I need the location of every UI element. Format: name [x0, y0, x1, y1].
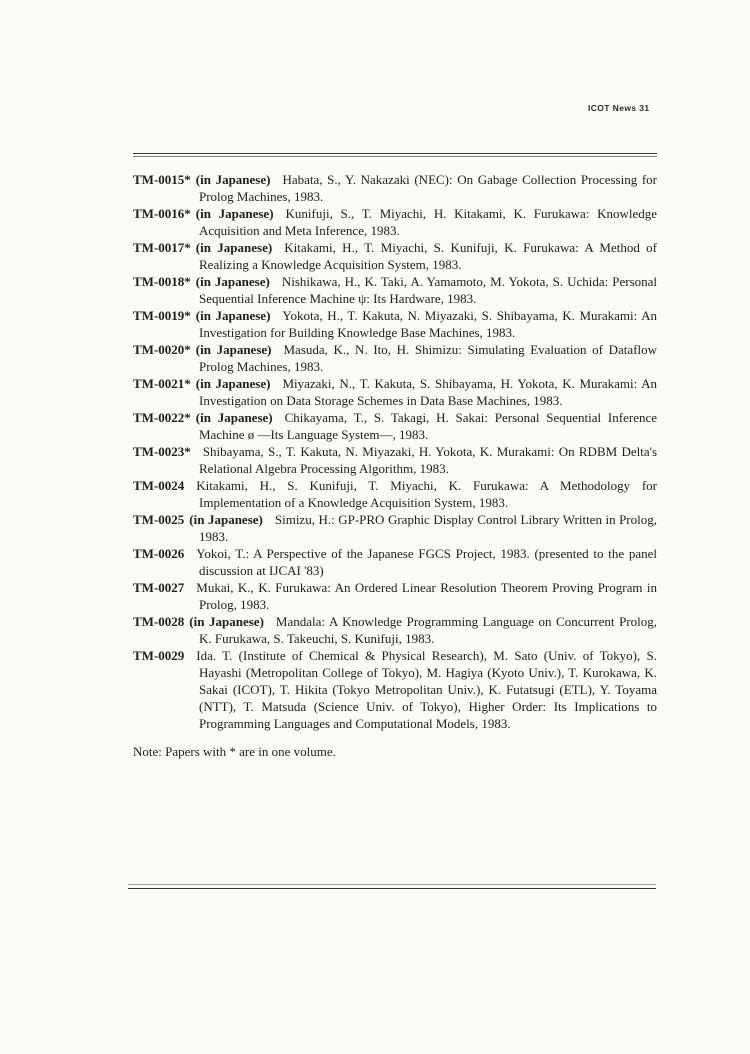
memo-description: Mukai, K., K. Furukawa: An Ordered Linear Resolution Theorem Proving Program in Prolog, 1983.: [196, 580, 657, 612]
memo-id: TM-0025: [133, 512, 185, 527]
memo-description: Shibayama, S., T. Kakuta, N. Miyazaki, H. Yokota, K. Murakami: On RDBM Delta's Relational Algebra Processing Algorithm, 1983.: [199, 444, 657, 476]
memo-entry: [133, 375, 657, 409]
memo-description: Miyazaki, N., T. Kakuta, S. Shibayama, H. Yokota, K. Murakami: An Investigation on Data Storage Schemes in Data Base Machines, 1983.: [199, 376, 657, 408]
memo-description: Simizu, H.: GP-PRO Graphic Display Control Library Written in Prolog, 1983.: [199, 512, 657, 544]
bottom-divider: [128, 884, 656, 889]
memo-language-tag: (in Japanese): [189, 614, 264, 629]
memo-id: TM-0029: [133, 648, 185, 663]
memo-id: TM-0017*: [133, 240, 191, 255]
memo-description: Kunifuji, S., T. Miyachi, H. Kitakami, K. Furukawa: Knowledge Acquisition and Meta Inference, 1983.: [199, 206, 658, 238]
memo-description: Chikayama, T., S. Takagi, H. Sakai: Personal Sequential Inference Machine ø —Its Language System—, 1983.: [199, 410, 657, 442]
memo-id: TM-0022*: [133, 410, 191, 425]
memo-id: TM-0026: [133, 546, 185, 561]
memo-description: Kitakami, H., S. Kunifuji, T. Miyachi, K. Furukawa: A Methodology for Implementation of a Knowledge Acquisition System, 1983.: [196, 478, 657, 510]
content-area: [133, 171, 657, 760]
memo-description: Yokota, H., T. Kakuta, N. Miyazaki, S. Shibayama, K. Murakami: An Investigation for Building Knowledge Base Machines, 1983.: [199, 308, 657, 340]
memo-id: TM-0027: [133, 580, 185, 595]
memo-description: Yokoi, T.: A Perspective of the Japanese FGCS Project, 1983. (presented to the panel discussion at IJCAI '83): [196, 546, 657, 578]
memo-entry: [133, 239, 657, 273]
memo-language-tag: (in Japanese): [195, 342, 272, 357]
footnote: Note: Papers with * are in one volume.: [133, 744, 336, 759]
memo-description: Mandala: A Knowledge Programming Language on Concurrent Prolog, K. Furukawa, S. Takeuchi, S. Kunifuji, 1983.: [199, 614, 658, 646]
memo-language-tag: (in Japanese): [195, 376, 271, 391]
memo-language-tag: (in Japanese): [195, 308, 271, 323]
memo-entry: [133, 307, 657, 341]
page-header: ICOT News 31: [588, 103, 650, 113]
memo-language-tag: (in Japanese): [195, 410, 273, 425]
memo-id: TM-0023*: [133, 444, 191, 459]
memo-entry: [133, 511, 657, 545]
memo-entry: [133, 273, 657, 307]
memo-entry: [133, 205, 657, 239]
memo-entry: [133, 545, 657, 579]
memo-id: TM-0024: [133, 478, 185, 493]
memo-description: Habata, S., Y. Nakazaki (NEC): On Gabage Collection Processing for Prolog Machines, 1983.: [199, 172, 658, 204]
memo-entry: [133, 477, 657, 511]
memo-id: TM-0028: [133, 614, 185, 629]
memo-list: [133, 171, 657, 732]
memo-language-tag: (in Japanese): [195, 206, 274, 221]
memo-language-tag: (in Japanese): [195, 240, 273, 255]
top-divider: [133, 153, 657, 157]
memo-entry: [133, 613, 657, 647]
memo-language-tag: (in Japanese): [189, 512, 263, 527]
memo-language-tag: (in Japanese): [195, 172, 271, 187]
memo-language-tag: (in Japanese): [195, 274, 270, 289]
memo-entry: [133, 579, 657, 613]
memo-description: Masuda, K., N. Ito, H. Shimizu: Simulating Evaluation of Dataflow Prolog Machines, 1983.: [199, 342, 657, 374]
memo-description: Kitakami, H., T. Miyachi, S. Kunifuji, K. Furukawa: A Method of Realizing a Knowledge Acquisition System, 1983.: [199, 240, 658, 272]
memo-id: TM-0020*: [133, 342, 191, 357]
memo-id: TM-0018*: [133, 274, 191, 289]
memo-entry: [133, 409, 657, 443]
memo-entry: [133, 443, 657, 477]
memo-id: TM-0019*: [133, 308, 191, 323]
memo-description: Nishikawa, H., K. Taki, A. Yamamoto, M. Yokota, S. Uchida: Personal Sequential Inference Machine ψ: Its Hardware, 1983.: [199, 274, 658, 306]
memo-description: Ida. T. (Institute of Chemical & Physical Research), M. Sato (Univ. of Tokyo), S. Hayashi (Metropolitan College of Tokyo), M. Hagiya (Kyoto Univ.), T. Kurokawa, K. Sakai (ICOT), T. Hikita (Tokyo Metropolitan Univ.), K. Futatsugi (ETL), Y. Toyama (NTT), T. Matsuda (Science Univ. of Tokyo), Higher Order: Its Implications to Programming Languages and Computational Models, 1983.: [196, 648, 657, 731]
memo-entry: [133, 647, 657, 732]
memo-id: TM-0016*: [133, 206, 191, 221]
memo-entry: [133, 341, 657, 375]
memo-entry: [133, 171, 657, 205]
memo-id: TM-0015*: [133, 172, 191, 187]
memo-id: TM-0021*: [133, 376, 191, 391]
